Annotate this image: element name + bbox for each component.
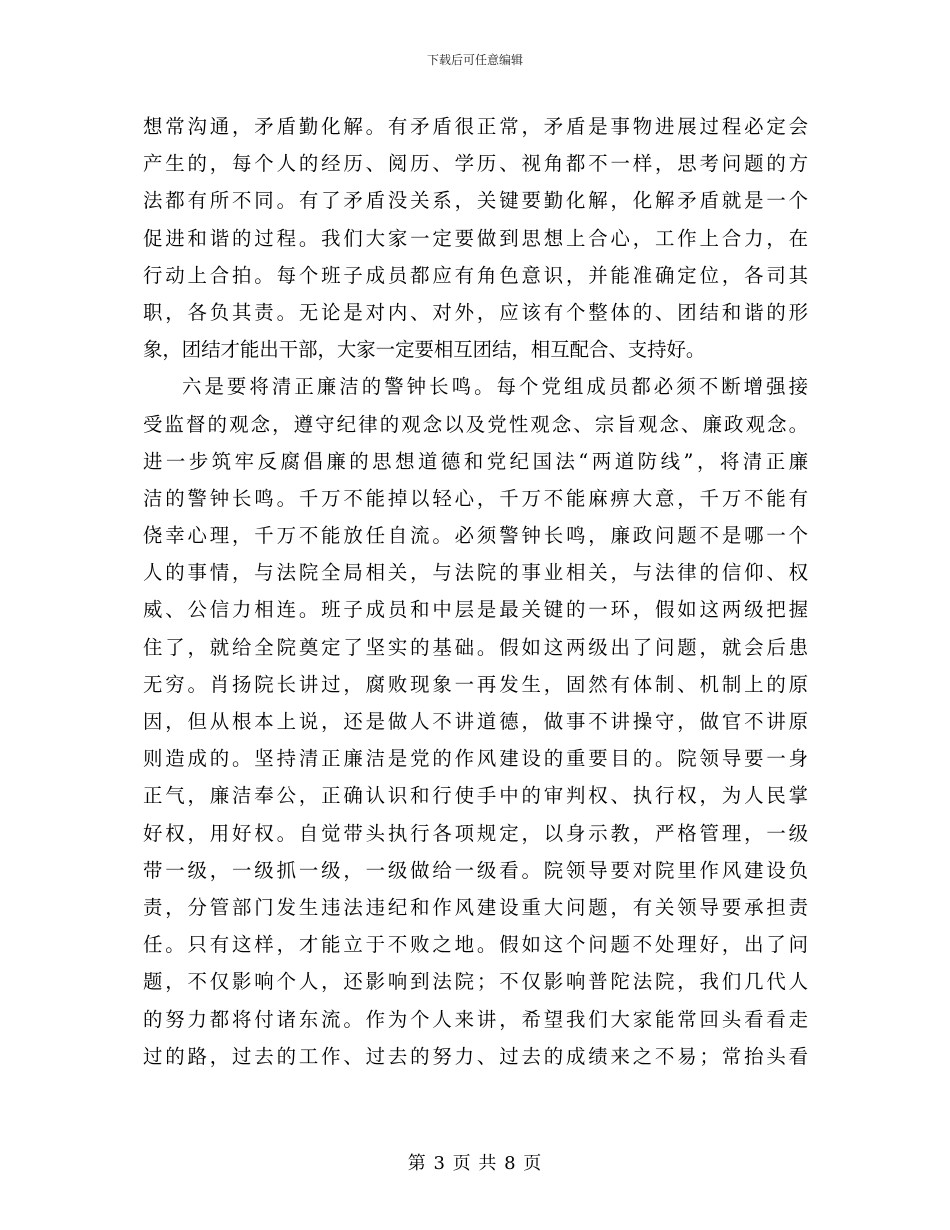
paragraph-2 (143, 368, 808, 1075)
text-line: 产生的，每个人的经历、阅历、学历、视角都不一样，思考问题的方 (143, 152, 808, 176)
text-line: 正气，廉洁奉公，正确认识和行使手中的审判权、执行权，为人民掌 (143, 784, 808, 808)
page-header: 下载后可任意编辑 (426, 53, 523, 67)
paragraph-1 (143, 108, 808, 368)
text-line: 带一级，一级抓一级，一级做给一级看。院领导要对院里作风建设负 (143, 858, 808, 882)
text-line: 象，团结才能出干部，大家一定要相互团结，相互配合、支持好。 (143, 338, 706, 362)
text-line: 住了，就给全院奠定了坚实的基础。假如这两级出了问题，就会后患 (143, 635, 808, 659)
text-line: 受监督的观念，遵守纪律的观念以及党性观念、宗旨观念、廉政观念。 (143, 412, 808, 436)
text-line: 法都有所不同。有了矛盾没关系，关键要勤化解，化解矛盾就是一个 (143, 189, 808, 213)
text-line: 六是要将清正廉洁的警钟长鸣。每个党组成员都必须不断增强接 (182, 375, 808, 399)
text-line: 无穷。肖扬院长讲过，腐败现象一再发生，固然有体制、机制上的原 (143, 672, 808, 696)
text-line: 想常沟通，矛盾勤化解。有矛盾很正常，矛盾是事物进展过程必定会 (143, 115, 808, 138)
text-line: 好权，用好权。自觉带头执行各项规定，以身示教，严格管理，一级 (143, 821, 808, 845)
text-line: 行动上合拍。每个班子成员都应有角色意识，并能准确定位，各司其 (143, 263, 808, 287)
text-line: 职，各负其责。无论是对内、对外，应该有个整体的、团结和谐的形 (143, 300, 808, 324)
text-line: 任。只有这样，才能立于不败之地。假如这个问题不处理好，出了问 (143, 933, 808, 957)
text-line: 进一步筑牢反腐倡廉的思想道德和党纪国法“两道防线”，将清正廉 (143, 449, 808, 473)
document-body (143, 108, 808, 1075)
text-line: 人的事情，与法院全局相关，与法院的事业相关，与法律的信仰、权 (143, 561, 808, 585)
text-line: 威、公信力相连。班子成员和中层是最关键的一环，假如这两级把握 (143, 598, 808, 622)
text-line: 洁的警钟长鸣。千万不能掉以轻心，千万不能麻痹大意，千万不能有 (143, 486, 808, 510)
page-number: 第 3 页 共 8 页 (407, 1153, 543, 1174)
text-line: 题，不仅影响个人，还影响到法院；不仅影响普陀法院，我们几代人 (143, 970, 808, 994)
text-line: 的努力都将付诸东流。作为个人来讲，希望我们大家能常回头看看走 (143, 1007, 808, 1031)
text-line: 促进和谐的过程。我们大家一定要做到思想上合心，工作上合力，在 (143, 226, 808, 250)
text-line: 则造成的。坚持清正廉洁是党的作风建设的重要目的。院领导要一身 (143, 747, 808, 771)
text-line: 责，分管部门发生违法违纪和作风建设重大问题，有关领导要承担责 (143, 895, 808, 919)
text-line: 侥幸心理，千万不能放任自流。必须警钟长鸣，廉政问题不是哪一个 (143, 524, 808, 548)
text-line: 因，但从根本上说，还是做人不讲道德，做事不讲操守，做官不讲原 (143, 710, 808, 733)
text-line: 过的路，过去的工作、过去的努力、过去的成绩来之不易；常抬头看 (143, 1044, 808, 1068)
